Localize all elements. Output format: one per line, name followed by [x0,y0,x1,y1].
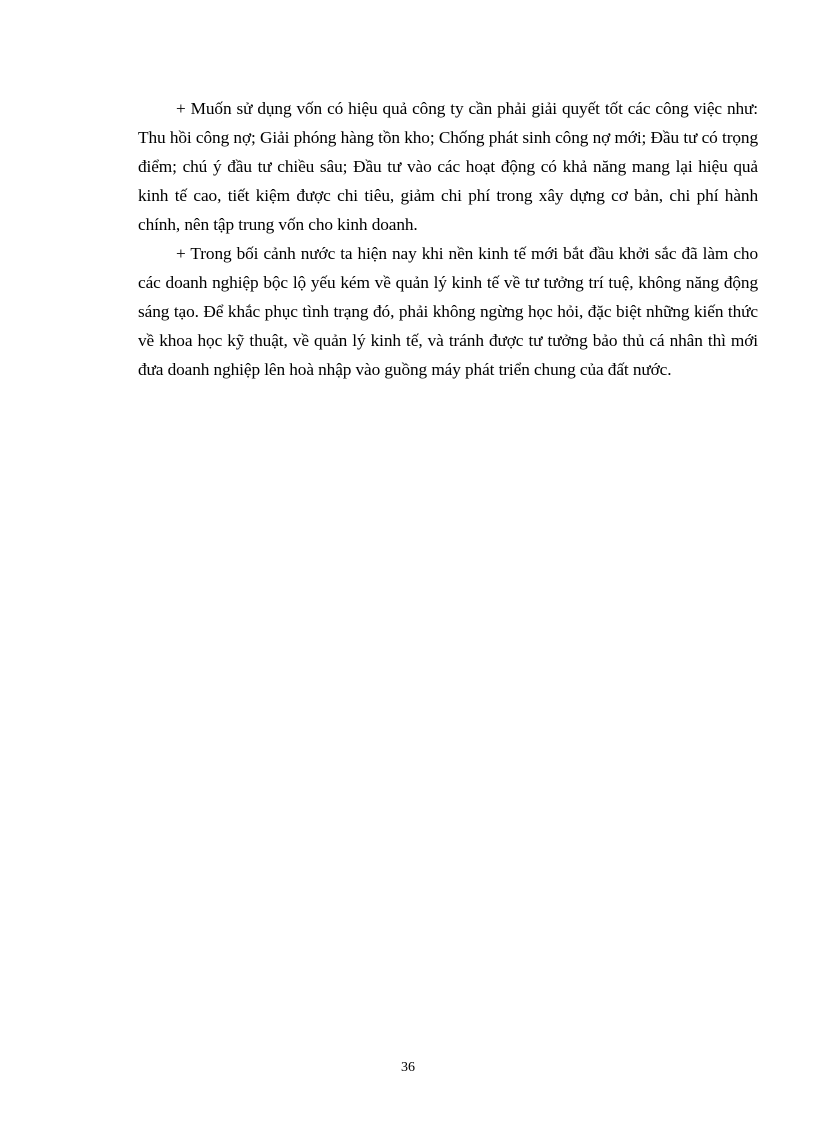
paragraph-economic-context: + Trong bối cảnh nước ta hiện nay khi nền kinh tế mới bắt đầu khởi sắc đã làm cho các doanh nghiệp bộc lộ yếu kém về quản lý kinh tế về tư tưởng trí tuệ, không năng động sáng tạo. Để khắc phục tình trạng đó, phải không ngừng học hỏi, đặc biệt những kiến thức về khoa học kỹ thuật, về quản lý kinh tế, và tránh được tư tưởng bảo thủ cá nhân thì mới đưa doanh nghiệp lên hoà nhập vào guồng máy phát triển chung của đất nước. [138,244,758,379]
page-body [138,94,758,384]
paragraph-capital-efficiency: + Muốn sử dụng vốn có hiệu quả công ty cần phải giải quyết tốt các công việc như: Thu hồi công nợ; Giải phóng hàng tồn kho; Chống phát sinh công nợ mới; Đầu tư có trọng điểm; chú ý đầu tư chiều sâu; Đầu tư vào các hoạt động có khả năng mang lại hiệu quả kinh tế cao, tiết kiệm được chi tiêu, giảm chi phí trong xây dựng cơ bản, chi phí hành chính, nên tập trung vốn cho kinh doanh. [138,99,758,234]
page-number: 36 [401,1060,415,1075]
